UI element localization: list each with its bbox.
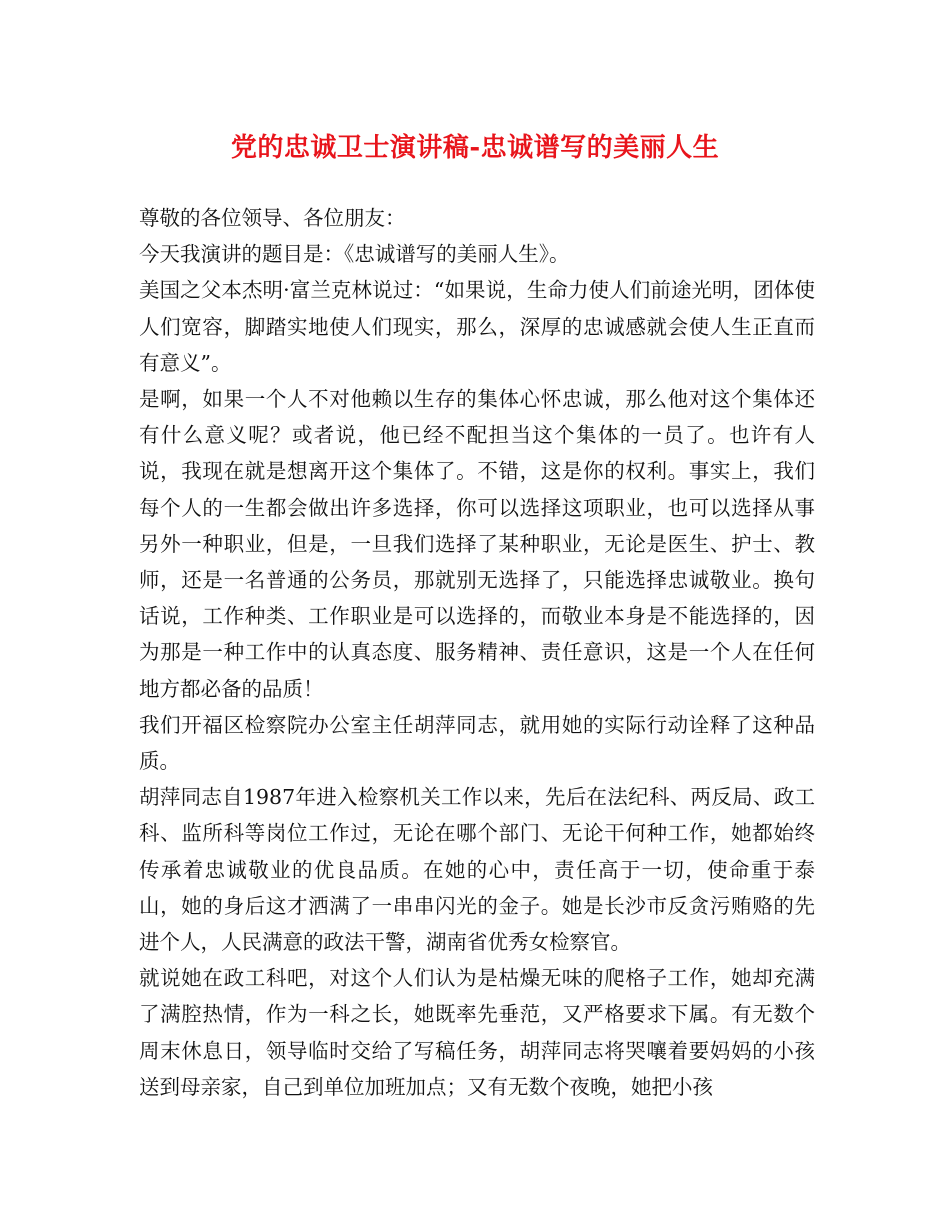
paragraph-political-work: 就说她在政工科吧，对这个人们认为是枯燥无味的爬格子工作，她却充满了满腔热情，作为一科之长，她既率先垂范，又严格要求下属。有无数个周末休息日，领导临时交给了写稿任务，胡萍同志将哭嚷着要妈妈的小孩送到母亲家，自己到单位加班加点；又有无数个夜晚，她把小孩 <box>139 966 815 1099</box>
paragraph-loyalty: 是啊，如果一个人不对他赖以生存的集体心怀忠诚，那么他对这个集体还有什么意义呢？或者说，他已经不配担当这个集体的一员了。也许有人说，我现在就是想离开这个集体了。不错，这是你的权利。事实上，我们每个人的一生都会做出许多选择，你可以选择这项职业，也可以选择从事另外一种职业，但是，一旦我们选择了某种职业，无论是医生、护士、教师，还是一名普通的公务员，那就别无选择了，只能选择忠诚敬业。换句话说，工作种类、工作职业是可以选择的，而敬业本身是不能选择的，因为那是一种工作中的认真态度、服务精神、责任意识，这是一个人在任何地方都必备的品质！ <box>139 387 815 701</box>
paragraph-career: 胡萍同志自1987年进入检察机关工作以来，先后在法纪科、两反局、政工科、监所科等岗位工作过，无论在哪个部门、无论干何种工作，她都始终传承着忠诚敬业的优良品质。在她的心中，责任高于一切，使命重于泰山，她的身后这才洒满了一串串闪光的金子。她是长沙市反贪污贿赂的先进个人，人民满意的政法干警，湖南省优秀女检察官。 <box>139 785 815 955</box>
paragraph-greeting: 尊敬的各位领导、各位朋友： <box>139 206 406 230</box>
paragraph-intro-huping: 我们开福区检察院办公室主任胡萍同志，就用她的实际行动诠释了这种品质。 <box>139 712 815 774</box>
paragraph-quote: 美国之父本杰明·富兰克林说过：“如果说，生命力使人们前途光明，团体使人们宽容，脚踏实地使人们现实，那么，深厚的忠诚感就会使人生正直而有意义”。 <box>139 278 815 375</box>
document-body <box>139 200 815 1105</box>
paragraph-topic: 今天我演讲的题目是：《忠诚谱写的美丽人生》。 <box>139 242 570 267</box>
document-title: 党的忠诚卫士演讲稿-忠诚谱写的美丽人生 <box>230 133 720 163</box>
